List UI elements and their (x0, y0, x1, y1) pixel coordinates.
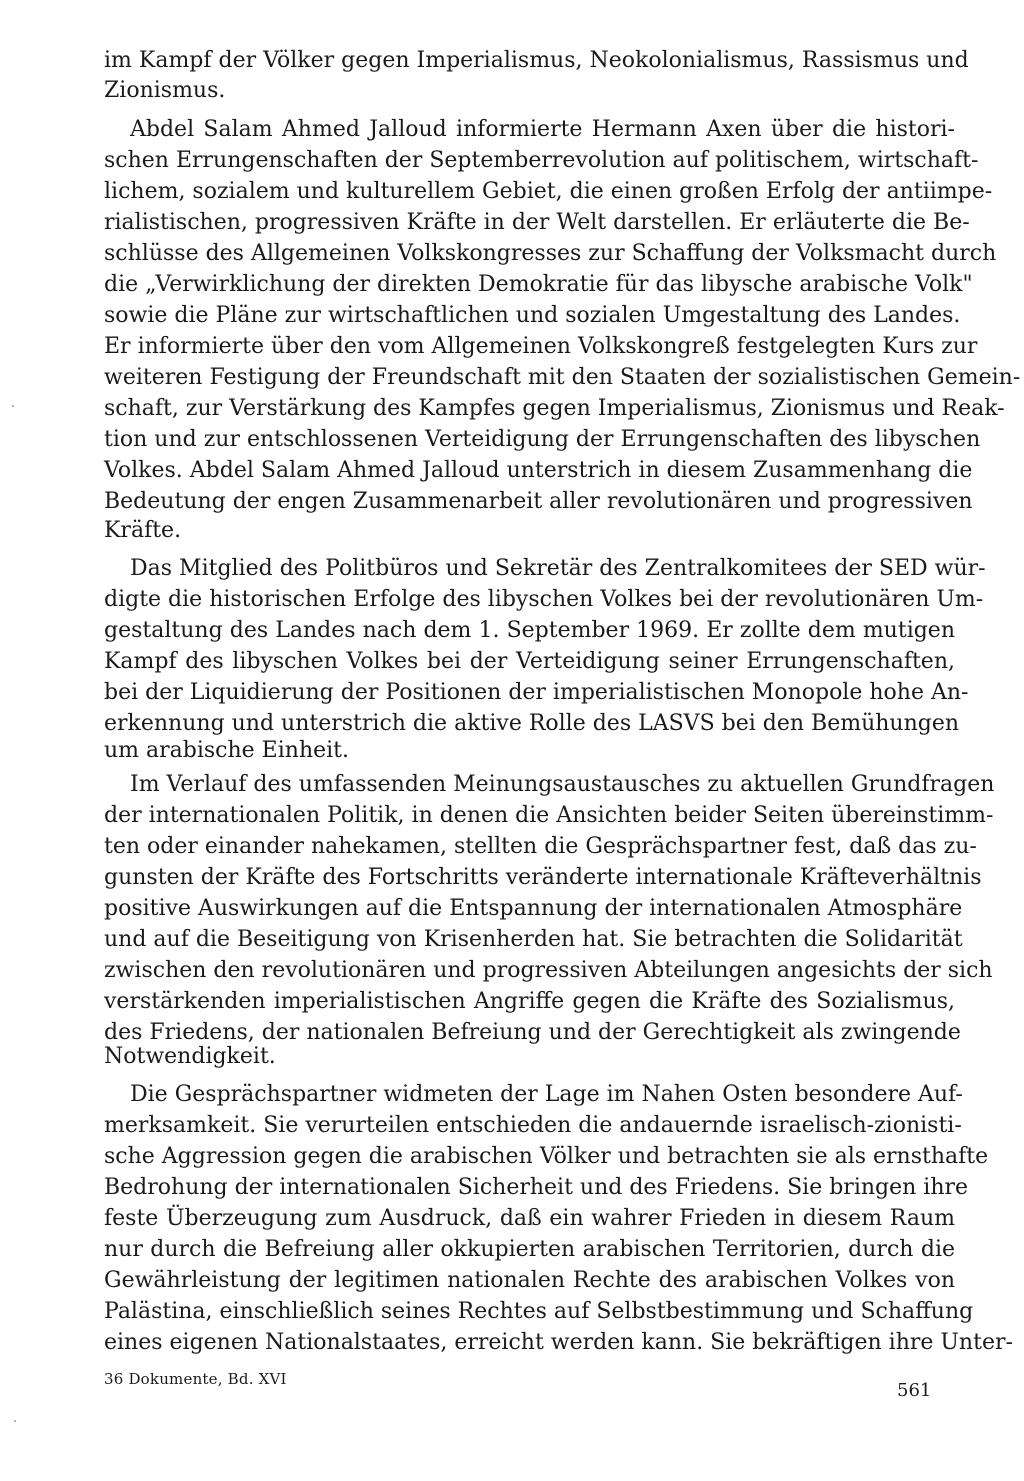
text-line: Im Verlauf des umfassenden Meinungsaustausches zu aktuellen Grundfragen (130, 772, 995, 797)
text-line: verstärkenden imperialistischen Angriffe gegen die Kräfte des Sozialismus, (104, 989, 955, 1014)
text-line: sowie die Pläne zur wirtschaftlichen und sozialen Umgestaltung des Landes. (104, 303, 961, 328)
text-line: Notwendigkeit. (104, 1044, 276, 1069)
text-line: um arabische Einheit. (104, 738, 350, 763)
text-line: Die Gesprächspartner widmeten der Lage im Nahen Osten besondere Auf- (130, 1082, 963, 1107)
text-line: positive Auswirkungen auf die Entspannung der internationalen Atmosphäre (104, 896, 963, 921)
text-line: sche Aggression gegen die arabischen Völker und betrachten sie als ernsthafte (104, 1144, 989, 1169)
text-line: Kampf des libyschen Volkes bei der Verteidigung seiner Errungenschaften, (104, 649, 955, 674)
text-line: lichem, sozialem und kulturellem Gebiet, die einen großen Erfolg der antiimpe- (104, 179, 993, 204)
text-line: rialistischen, progressiven Kräfte in der Welt darstellen. Er erläuterte die Be- (104, 210, 970, 235)
text-line: Volkes. Abdel Salam Ahmed Jalloud unterstrich in diesem Zusammenhang die (104, 458, 973, 483)
text-line: schaft, zur Verstärkung des Kampfes gegen Imperialismus, Zionismus und Reak- (104, 396, 1005, 421)
text-line: im Kampf der Völker gegen Imperialismus, Neokolonialismus, Rassismus und (104, 48, 969, 73)
text-line: merksamkeit. Sie verurteilen entschieden die andauernde israelisch-zionisti- (104, 1113, 962, 1138)
text-line: Abdel Salam Ahmed Jalloud informierte Hermann Axen über die histori- (130, 117, 955, 142)
text-line: nur durch die Befreiung aller okkupierten arabischen Territorien, durch die (104, 1237, 955, 1262)
text-line: und auf die Beseitigung von Krisenherden hat. Sie betrachten die Solidarität (104, 927, 963, 952)
page-number: 561 (897, 1380, 932, 1401)
text-line: Das Mitglied des Politbüros und Sekretär des Zentralkomitees der SED wür- (130, 556, 986, 581)
text-line: Bedrohung der internationalen Sicherheit und des Friedens. Sie bringen ihre (104, 1175, 969, 1200)
text-line: schen Errungenschaften der Septemberrevolution auf politischem, wirtschaft- (104, 148, 979, 173)
text-line: des Friedens, der nationalen Befreiung und der Gerechtigkeit als zwingende (104, 1020, 961, 1045)
text-line: schlüsse des Allgemeinen Volkskongresses zur Schaffung der Volksmacht durch (104, 241, 997, 266)
text-line: Bedeutung der engen Zusammenarbeit aller revolutionären und progressiven (104, 489, 973, 514)
text-line: eines eigenen Nationalstaates, erreicht werden kann. Sie bekräftigen ihre Unter- (104, 1330, 1013, 1355)
text-line: gunsten der Kräfte des Fortschritts veränderte internationale Kräfteverhältnis (104, 865, 982, 890)
text-line: ten oder einander nahekamen, stellten die Gesprächspartner fest, daß das zu- (104, 834, 977, 859)
text-line: Gewährleistung der legitimen nationalen Rechte des arabischen Volkes von (104, 1268, 955, 1293)
text-line: bei der Liquidierung der Positionen der imperialistischen Monopole hohe An- (104, 680, 969, 705)
text-line: gestaltung des Landes nach dem 1. September 1969. Er zollte dem mutigen (104, 618, 955, 643)
text-line: Palästina, einschließlich seines Rechtes auf Selbstbestimmung und Schaffung (104, 1299, 974, 1324)
text-line: tion und zur entschlossenen Verteidigung der Errungenschaften des libyschen (104, 427, 981, 452)
text-line: der internationalen Politik, in denen die Ansichten beider Seiten übereinstimm- (104, 803, 994, 828)
text-line: Kräfte. (104, 518, 182, 543)
footer-signature: 36 Dokumente, Bd. XVI (104, 1370, 287, 1388)
text-line: zwischen den revolutionären und progressiven Abteilungen angesichts der sich (104, 958, 993, 983)
scan-speck (14, 1420, 16, 1422)
text-line: die „Verwirklichung der direkten Demokratie für das libysche arabische Volk" (104, 272, 973, 297)
scan-speck (12, 405, 14, 407)
text-line: weiteren Festigung der Freundschaft mit den Staaten der sozialistischen Gemein- (104, 365, 1021, 390)
text-line: erkennung und unterstrich die aktive Rolle des LASVS bei den Bemühungen (104, 711, 960, 736)
text-line: Er informierte über den vom Allgemeinen Volkskongreß festgelegten Kurs zur (104, 334, 978, 359)
text-line: digte die historischen Erfolge des libyschen Volkes bei der revolutionären Um- (104, 587, 984, 612)
text-line: feste Überzeugung zum Ausdruck, daß ein wahrer Frieden in diesem Raum (104, 1206, 955, 1231)
text-line: Zionismus. (104, 78, 226, 103)
